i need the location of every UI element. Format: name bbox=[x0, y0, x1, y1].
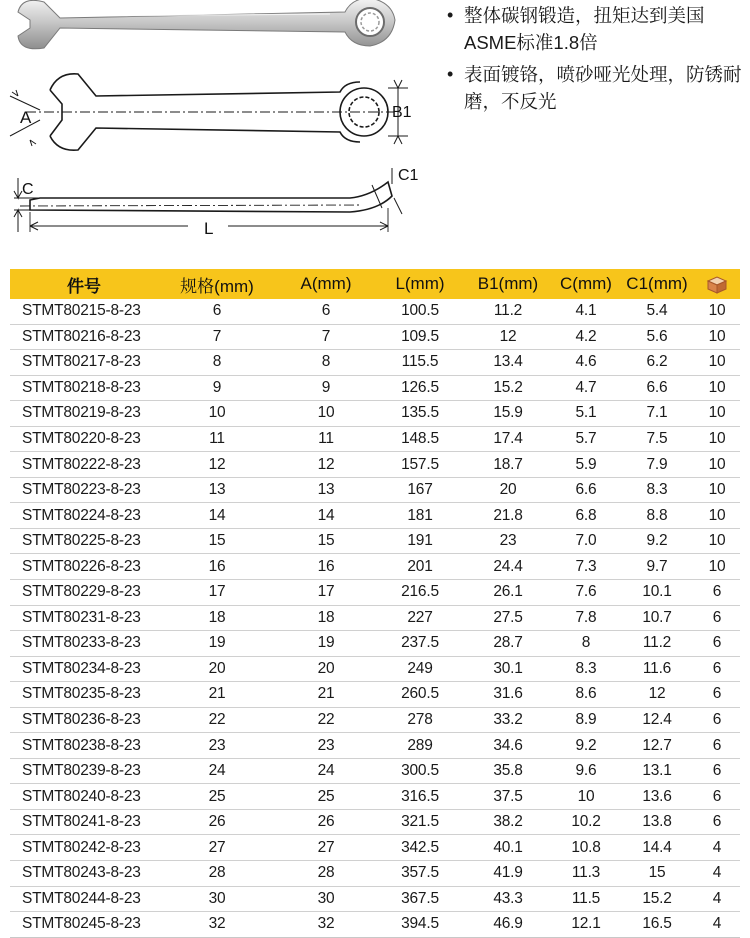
table-row bbox=[10, 503, 740, 529]
cell-c1: 8.3 bbox=[620, 477, 694, 503]
cell-b1: 38.2 bbox=[464, 809, 552, 835]
cell-c1: 15 bbox=[620, 861, 694, 887]
cell-part-number: STMT80215-8-23 bbox=[10, 299, 158, 324]
cell-c: 7.6 bbox=[552, 580, 620, 606]
table-row bbox=[10, 758, 740, 784]
cell-a: 27 bbox=[276, 835, 376, 861]
cell-size: 32 bbox=[158, 912, 276, 938]
cell-c1: 13.6 bbox=[620, 784, 694, 810]
cell-c1: 7.5 bbox=[620, 426, 694, 452]
cell-part-number: STMT80219-8-23 bbox=[10, 401, 158, 427]
cell-a: 17 bbox=[276, 580, 376, 606]
cell-c: 8.9 bbox=[552, 707, 620, 733]
cell-pack-qty: 6 bbox=[694, 580, 740, 606]
cell-c1: 13.1 bbox=[620, 758, 694, 784]
cell-pack-qty: 4 bbox=[694, 912, 740, 938]
cell-part-number: STMT80218-8-23 bbox=[10, 375, 158, 401]
cell-l: 100.5 bbox=[376, 299, 464, 324]
cell-c1: 10.1 bbox=[620, 580, 694, 606]
cell-size: 27 bbox=[158, 835, 276, 861]
cell-c1: 7.9 bbox=[620, 452, 694, 478]
cell-c: 5.1 bbox=[552, 401, 620, 427]
cell-pack-qty: 6 bbox=[694, 605, 740, 631]
cell-b1: 21.8 bbox=[464, 503, 552, 529]
cell-c: 6.8 bbox=[552, 503, 620, 529]
cell-l: 357.5 bbox=[376, 861, 464, 887]
cell-c: 8.6 bbox=[552, 682, 620, 708]
cell-c1: 12.4 bbox=[620, 707, 694, 733]
table-row bbox=[10, 528, 740, 554]
cell-l: 157.5 bbox=[376, 452, 464, 478]
cell-part-number: STMT80233-8-23 bbox=[10, 631, 158, 657]
cell-c: 10 bbox=[552, 784, 620, 810]
cell-a: 30 bbox=[276, 886, 376, 912]
table-row bbox=[10, 631, 740, 657]
cell-b1: 37.5 bbox=[464, 784, 552, 810]
table-row bbox=[10, 861, 740, 887]
cell-pack-qty: 6 bbox=[694, 656, 740, 682]
cell-l: 321.5 bbox=[376, 809, 464, 835]
cell-part-number: STMT80226-8-23 bbox=[10, 554, 158, 580]
cell-size: 18 bbox=[158, 605, 276, 631]
cell-l: 367.5 bbox=[376, 886, 464, 912]
bullet-icon: • bbox=[447, 64, 454, 84]
cell-part-number: STMT80242-8-23 bbox=[10, 835, 158, 861]
table-row bbox=[10, 299, 740, 324]
cell-size: 28 bbox=[158, 861, 276, 887]
cell-pack-qty: 6 bbox=[694, 733, 740, 759]
dim-label-C: C bbox=[22, 181, 34, 198]
table-row bbox=[10, 452, 740, 478]
cell-a: 10 bbox=[276, 401, 376, 427]
cell-l: 394.5 bbox=[376, 912, 464, 938]
cell-size: 10 bbox=[158, 401, 276, 427]
cell-c1: 12.7 bbox=[620, 733, 694, 759]
cell-l: 191 bbox=[376, 528, 464, 554]
cell-pack-qty: 4 bbox=[694, 861, 740, 887]
cell-size: 26 bbox=[158, 809, 276, 835]
cell-c: 8.3 bbox=[552, 656, 620, 682]
cell-a: 21 bbox=[276, 682, 376, 708]
cell-b1: 33.2 bbox=[464, 707, 552, 733]
cell-l: 227 bbox=[376, 605, 464, 631]
cell-part-number: STMT80236-8-23 bbox=[10, 707, 158, 733]
cell-part-number: STMT80225-8-23 bbox=[10, 528, 158, 554]
cell-part-number: STMT80223-8-23 bbox=[10, 477, 158, 503]
cell-b1: 41.9 bbox=[464, 861, 552, 887]
cell-b1: 24.4 bbox=[464, 554, 552, 580]
table-row bbox=[10, 554, 740, 580]
cell-l: 135.5 bbox=[376, 401, 464, 427]
feature-list bbox=[446, 2, 746, 120]
cell-a: 19 bbox=[276, 631, 376, 657]
cell-size: 25 bbox=[158, 784, 276, 810]
cell-c: 9.6 bbox=[552, 758, 620, 784]
cell-b1: 31.6 bbox=[464, 682, 552, 708]
cell-c1: 7.1 bbox=[620, 401, 694, 427]
cell-c: 11.5 bbox=[552, 886, 620, 912]
cell-c1: 5.4 bbox=[620, 299, 694, 324]
cell-l: 216.5 bbox=[376, 580, 464, 606]
cell-size: 7 bbox=[158, 324, 276, 350]
cell-pack-qty: 10 bbox=[694, 554, 740, 580]
cell-c1: 16.5 bbox=[620, 912, 694, 938]
cell-pack-qty: 6 bbox=[694, 682, 740, 708]
cell-l: 278 bbox=[376, 707, 464, 733]
table-row bbox=[10, 656, 740, 682]
table-body bbox=[10, 299, 740, 937]
cell-c: 10.8 bbox=[552, 835, 620, 861]
table-header-row bbox=[10, 269, 740, 299]
cell-c: 5.9 bbox=[552, 452, 620, 478]
cell-c: 4.2 bbox=[552, 324, 620, 350]
dim-label-C1: C1 bbox=[398, 167, 419, 184]
cell-size: 22 bbox=[158, 707, 276, 733]
cell-size: 16 bbox=[158, 554, 276, 580]
cell-c1: 15.2 bbox=[620, 886, 694, 912]
cell-c1: 10.7 bbox=[620, 605, 694, 631]
cell-l: 342.5 bbox=[376, 835, 464, 861]
cell-a: 7 bbox=[276, 324, 376, 350]
cell-a: 24 bbox=[276, 758, 376, 784]
cell-c1: 6.6 bbox=[620, 375, 694, 401]
table-row bbox=[10, 401, 740, 427]
cell-pack-qty: 10 bbox=[694, 503, 740, 529]
cell-c: 10.2 bbox=[552, 809, 620, 835]
cell-l: 260.5 bbox=[376, 682, 464, 708]
cell-pack-qty: 6 bbox=[694, 707, 740, 733]
cell-part-number: STMT80222-8-23 bbox=[10, 452, 158, 478]
cell-size: 30 bbox=[158, 886, 276, 912]
cell-c1: 9.2 bbox=[620, 528, 694, 554]
cell-c: 5.7 bbox=[552, 426, 620, 452]
cell-c1: 9.7 bbox=[620, 554, 694, 580]
cell-b1: 26.1 bbox=[464, 580, 552, 606]
cell-part-number: STMT80245-8-23 bbox=[10, 912, 158, 938]
cell-pack-qty: 10 bbox=[694, 324, 740, 350]
cell-pack-qty: 6 bbox=[694, 758, 740, 784]
cell-size: 13 bbox=[158, 477, 276, 503]
cell-a: 12 bbox=[276, 452, 376, 478]
cell-pack-qty: 10 bbox=[694, 350, 740, 376]
cell-a: 26 bbox=[276, 809, 376, 835]
col-header-pack bbox=[694, 269, 740, 299]
cell-pack-qty: 6 bbox=[694, 631, 740, 657]
table-row bbox=[10, 580, 740, 606]
box-icon bbox=[705, 274, 729, 294]
cell-size: 6 bbox=[158, 299, 276, 324]
cell-l: 201 bbox=[376, 554, 464, 580]
cell-pack-qty: 10 bbox=[694, 426, 740, 452]
cell-part-number: STMT80241-8-23 bbox=[10, 809, 158, 835]
cell-b1: 40.1 bbox=[464, 835, 552, 861]
cell-c1: 8.8 bbox=[620, 503, 694, 529]
cell-a: 11 bbox=[276, 426, 376, 452]
table-row bbox=[10, 912, 740, 938]
cell-l: 316.5 bbox=[376, 784, 464, 810]
cell-size: 21 bbox=[158, 682, 276, 708]
feature-item: • 表面镀铬，喷砂哑光处理，防锈耐磨，不反光 bbox=[446, 61, 746, 115]
table-row bbox=[10, 375, 740, 401]
cell-b1: 11.2 bbox=[464, 299, 552, 324]
cell-l: 109.5 bbox=[376, 324, 464, 350]
cell-a: 22 bbox=[276, 707, 376, 733]
cell-b1: 34.6 bbox=[464, 733, 552, 759]
cell-b1: 43.3 bbox=[464, 886, 552, 912]
cell-pack-qty: 6 bbox=[694, 809, 740, 835]
cell-c: 7.0 bbox=[552, 528, 620, 554]
cell-part-number: STMT80217-8-23 bbox=[10, 350, 158, 376]
cell-part-number: STMT80234-8-23 bbox=[10, 656, 158, 682]
table-row bbox=[10, 477, 740, 503]
spec-table bbox=[10, 269, 740, 938]
cell-size: 23 bbox=[158, 733, 276, 759]
cell-c: 8 bbox=[552, 631, 620, 657]
cell-c: 4.6 bbox=[552, 350, 620, 376]
cell-size: 20 bbox=[158, 656, 276, 682]
cell-b1: 15.2 bbox=[464, 375, 552, 401]
cell-c: 9.2 bbox=[552, 733, 620, 759]
cell-b1: 17.4 bbox=[464, 426, 552, 452]
cell-c: 6.6 bbox=[552, 477, 620, 503]
cell-size: 19 bbox=[158, 631, 276, 657]
cell-c: 11.3 bbox=[552, 861, 620, 887]
cell-size: 9 bbox=[158, 375, 276, 401]
cell-l: 249 bbox=[376, 656, 464, 682]
table-row bbox=[10, 784, 740, 810]
cell-size: 8 bbox=[158, 350, 276, 376]
cell-a: 18 bbox=[276, 605, 376, 631]
cell-a: 16 bbox=[276, 554, 376, 580]
table-row bbox=[10, 835, 740, 861]
cell-part-number: STMT80224-8-23 bbox=[10, 503, 158, 529]
cell-pack-qty: 10 bbox=[694, 401, 740, 427]
cell-l: 167 bbox=[376, 477, 464, 503]
cell-a: 28 bbox=[276, 861, 376, 887]
col-header-a: A(mm) bbox=[276, 269, 376, 299]
cell-part-number: STMT80235-8-23 bbox=[10, 682, 158, 708]
table-row bbox=[10, 733, 740, 759]
table-row bbox=[10, 324, 740, 350]
cell-b1: 12 bbox=[464, 324, 552, 350]
cell-a: 13 bbox=[276, 477, 376, 503]
cell-l: 148.5 bbox=[376, 426, 464, 452]
table-row bbox=[10, 682, 740, 708]
cell-pack-qty: 4 bbox=[694, 886, 740, 912]
col-header-c1: C1(mm) bbox=[620, 269, 694, 299]
cell-l: 126.5 bbox=[376, 375, 464, 401]
cell-b1: 23 bbox=[464, 528, 552, 554]
cell-b1: 13.4 bbox=[464, 350, 552, 376]
cell-l: 115.5 bbox=[376, 350, 464, 376]
cell-size: 15 bbox=[158, 528, 276, 554]
cell-pack-qty: 10 bbox=[694, 528, 740, 554]
cell-pack-qty: 10 bbox=[694, 375, 740, 401]
cell-part-number: STMT80243-8-23 bbox=[10, 861, 158, 887]
cell-part-number: STMT80231-8-23 bbox=[10, 605, 158, 631]
cell-b1: 18.7 bbox=[464, 452, 552, 478]
dim-label-L: L bbox=[204, 219, 214, 238]
wrench-front-drawing bbox=[10, 74, 408, 150]
cell-part-number: STMT80220-8-23 bbox=[10, 426, 158, 452]
col-header-b1: B1(mm) bbox=[464, 269, 552, 299]
cell-c1: 6.2 bbox=[620, 350, 694, 376]
cell-part-number: STMT80238-8-23 bbox=[10, 733, 158, 759]
product-header bbox=[0, 0, 750, 262]
col-header-part-number: 件号 bbox=[10, 269, 158, 299]
cell-l: 181 bbox=[376, 503, 464, 529]
cell-pack-qty: 10 bbox=[694, 452, 740, 478]
table-row bbox=[10, 707, 740, 733]
cell-a: 20 bbox=[276, 656, 376, 682]
table-row bbox=[10, 605, 740, 631]
col-header-size: 规格(mm) bbox=[158, 269, 276, 299]
cell-part-number: STMT80244-8-23 bbox=[10, 886, 158, 912]
cell-c1: 14.4 bbox=[620, 835, 694, 861]
table-row bbox=[10, 426, 740, 452]
table-row bbox=[10, 886, 740, 912]
cell-size: 24 bbox=[158, 758, 276, 784]
cell-b1: 28.7 bbox=[464, 631, 552, 657]
cell-a: 32 bbox=[276, 912, 376, 938]
cell-b1: 15.9 bbox=[464, 401, 552, 427]
cell-c1: 11.2 bbox=[620, 631, 694, 657]
cell-part-number: STMT80240-8-23 bbox=[10, 784, 158, 810]
cell-size: 11 bbox=[158, 426, 276, 452]
cell-pack-qty: 10 bbox=[694, 299, 740, 324]
cell-l: 237.5 bbox=[376, 631, 464, 657]
cell-pack-qty: 4 bbox=[694, 835, 740, 861]
cell-c1: 5.6 bbox=[620, 324, 694, 350]
cell-a: 6 bbox=[276, 299, 376, 324]
wrench-diagram bbox=[0, 0, 430, 262]
cell-part-number: STMT80216-8-23 bbox=[10, 324, 158, 350]
cell-a: 14 bbox=[276, 503, 376, 529]
cell-b1: 46.9 bbox=[464, 912, 552, 938]
dim-label-B1: B1 bbox=[392, 104, 412, 121]
cell-b1: 30.1 bbox=[464, 656, 552, 682]
wrench-photo bbox=[18, 0, 395, 49]
cell-c1: 11.6 bbox=[620, 656, 694, 682]
feature-item: • 整体碳钢锻造，扭矩达到美国ASME标准1.8倍 bbox=[446, 2, 746, 56]
cell-a: 9 bbox=[276, 375, 376, 401]
cell-size: 14 bbox=[158, 503, 276, 529]
cell-size: 17 bbox=[158, 580, 276, 606]
cell-a: 8 bbox=[276, 350, 376, 376]
dim-label-A: A bbox=[20, 108, 32, 127]
cell-c1: 12 bbox=[620, 682, 694, 708]
cell-c1: 13.8 bbox=[620, 809, 694, 835]
cell-c: 4.7 bbox=[552, 375, 620, 401]
cell-pack-qty: 10 bbox=[694, 477, 740, 503]
col-header-c: C(mm) bbox=[552, 269, 620, 299]
cell-b1: 27.5 bbox=[464, 605, 552, 631]
cell-l: 289 bbox=[376, 733, 464, 759]
table-row bbox=[10, 350, 740, 376]
cell-a: 23 bbox=[276, 733, 376, 759]
cell-a: 25 bbox=[276, 784, 376, 810]
cell-c: 12.1 bbox=[552, 912, 620, 938]
table-row bbox=[10, 809, 740, 835]
cell-part-number: STMT80229-8-23 bbox=[10, 580, 158, 606]
cell-c: 7.3 bbox=[552, 554, 620, 580]
cell-size: 12 bbox=[158, 452, 276, 478]
cell-c: 4.1 bbox=[552, 299, 620, 324]
col-header-l: L(mm) bbox=[376, 269, 464, 299]
cell-b1: 20 bbox=[464, 477, 552, 503]
cell-c: 7.8 bbox=[552, 605, 620, 631]
cell-a: 15 bbox=[276, 528, 376, 554]
cell-b1: 35.8 bbox=[464, 758, 552, 784]
cell-part-number: STMT80239-8-23 bbox=[10, 758, 158, 784]
cell-l: 300.5 bbox=[376, 758, 464, 784]
cell-pack-qty: 6 bbox=[694, 784, 740, 810]
bullet-icon: • bbox=[447, 5, 454, 25]
